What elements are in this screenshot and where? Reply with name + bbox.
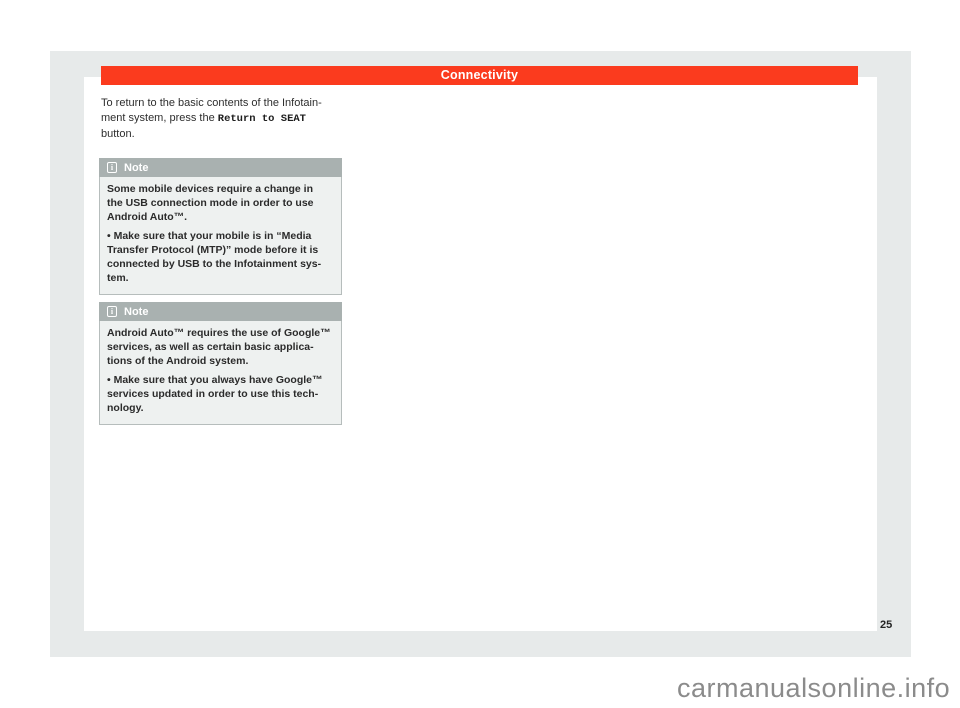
button-name-code: Return to SEAT — [217, 113, 306, 125]
note-title: Note — [124, 161, 149, 174]
info-icon: i — [107, 306, 117, 317]
note-paragraph — [107, 183, 336, 224]
section-header-bar — [101, 66, 858, 85]
note-title: Note — [124, 305, 149, 318]
text-line: Transfer Protocol (MTP)” mode before it is — [107, 244, 319, 257]
page-number: 25 — [880, 619, 893, 631]
text-line: services, as well as certain basic applica- — [107, 340, 314, 353]
info-icon: i — [107, 162, 117, 173]
text-line: tem. — [107, 271, 129, 284]
text-line: the USB connection mode in order to use — [107, 196, 314, 209]
text-line: nology. — [107, 401, 144, 414]
section-title: Connectivity — [440, 68, 519, 82]
note-paragraph — [107, 327, 336, 368]
note-header — [99, 302, 342, 321]
text-line: ment system, press the Return to SEAT — [101, 112, 306, 125]
text-line: button. — [101, 128, 135, 140]
intro-paragraph — [101, 96, 351, 142]
text-line: • Make sure that you always have Google™ — [107, 374, 323, 387]
note-box-usb-mode — [99, 158, 342, 295]
text-line: Android Auto™ requires the use of Google™ — [107, 327, 331, 339]
text-line: Android Auto™. — [107, 210, 188, 223]
text-line: tions of the Android system. — [107, 354, 249, 367]
text-line: connected by USB to the Infotainment sys- — [107, 257, 322, 270]
note-bullet-paragraph — [107, 374, 336, 415]
text-line: services updated in order to use this tech- — [107, 388, 319, 401]
watermark-text: carmanualsonline.info — [677, 673, 951, 703]
note-body — [99, 177, 342, 295]
note-header — [99, 158, 342, 177]
text-line: Some mobile devices require a change in — [107, 183, 313, 195]
note-bullet-paragraph — [107, 230, 336, 285]
note-box-google-services — [99, 302, 342, 425]
note-body — [99, 321, 342, 425]
text-line: • Make sure that your mobile is in “Media — [107, 230, 312, 243]
text-line: To return to the basic contents of the Infotain- — [101, 97, 322, 109]
